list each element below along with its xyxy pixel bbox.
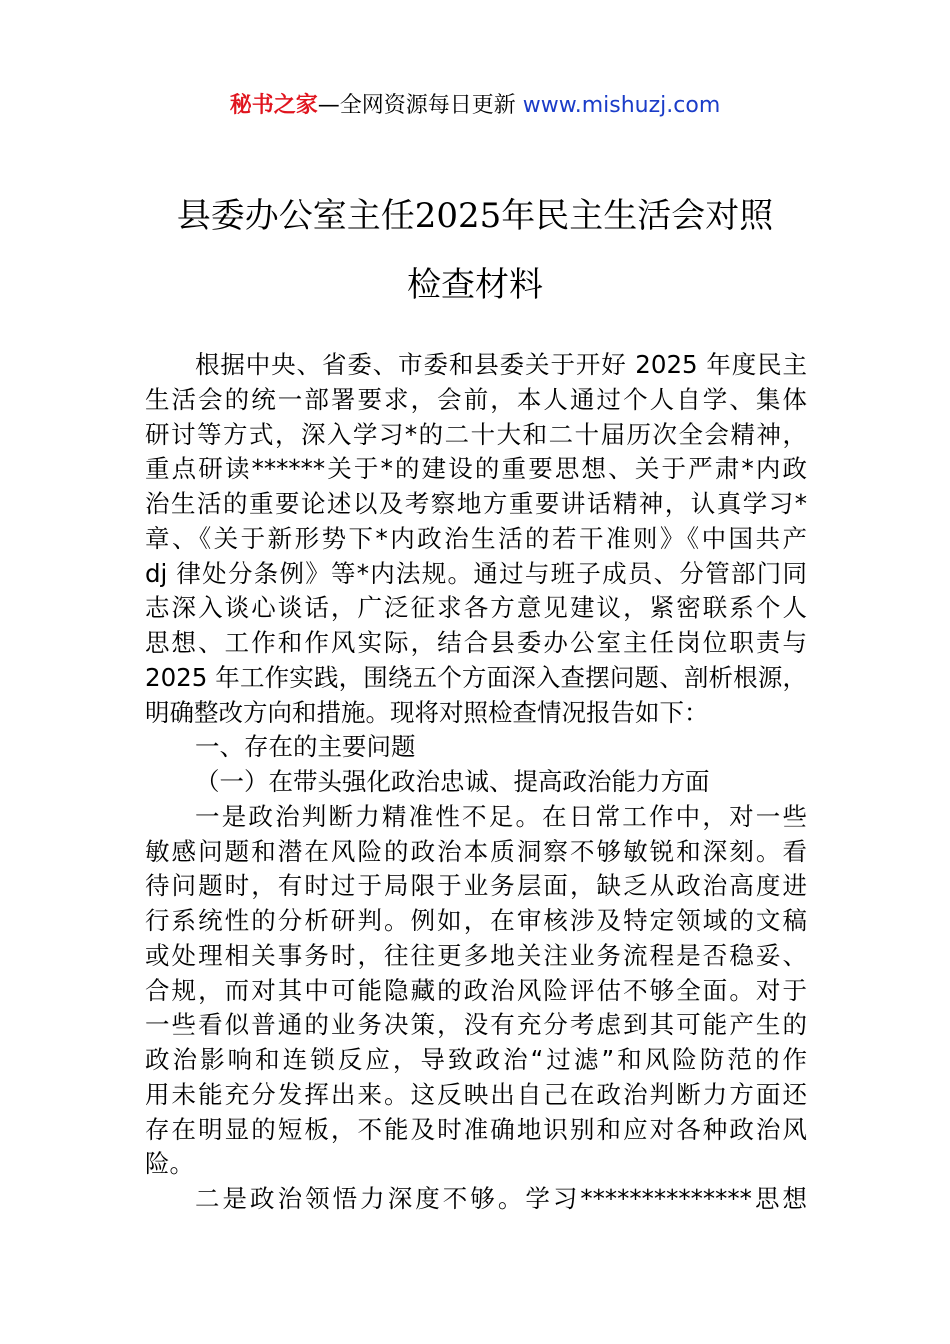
text-line: 用未能充分发挥出来。这反映出自己在政治判断力方面还	[145, 1079, 807, 1109]
text-line: 敏感问题和潜在风险的政治本质洞察不够敏锐和深刻。看	[145, 836, 807, 866]
text-line: 重点研读******关于*的建设的重要思想、关于严肃*内政	[145, 454, 807, 484]
text-line: 或处理相关事务时，往往更多地关注业务流程是否稳妥、	[145, 940, 807, 970]
text-line: 研讨等方式，深入学习*的二十大和二十届历次全会精神，	[145, 419, 807, 449]
subsection-heading	[145, 765, 807, 800]
text-line: 一是政治判断力精准性不足。在日常工作中，对一些	[195, 801, 807, 831]
paragraph	[145, 348, 807, 730]
text-line: dj 律处分条例》等*内法规。通过与班子成员、分管部门同	[145, 558, 807, 588]
text-line: 政治影响和连锁反应，导致政治“过滤”和风险防范的作	[145, 1045, 807, 1074]
text-line: 志深入谈心谈话，广泛征求各方意见建议，紧密联系个人	[145, 593, 807, 623]
section-heading	[145, 730, 807, 765]
text-line: 思想、工作和作风实际，结合县委办公室主任岗位职责与	[145, 628, 807, 657]
text-line: 2025 年工作实践，围绕五个方面深入查摆问题、剖析根源，	[145, 662, 807, 692]
document-body	[145, 348, 807, 1217]
site-header	[0, 88, 950, 119]
text-line: 行系统性的分析研判。例如，在审核涉及特定领域的文稿	[145, 906, 807, 935]
text-line: 明确整改方向和措施。现将对照检查情况报告如下：	[145, 697, 709, 727]
text-line: 根据中央、省委、市委和县委关于开好 2025 年度民主	[195, 350, 807, 379]
text-line: （一）在带头强化政治忠诚、提高政治能力方面	[195, 767, 710, 796]
text-line: 险。	[145, 1149, 194, 1179]
paragraph	[145, 800, 807, 1182]
brand-name: 秘书之家	[229, 93, 318, 118]
text-line: 待问题时，有时过于局限于业务层面，缺乏从政治高度进	[145, 871, 807, 901]
document-title-line-1: 县委办公室主任2025年民主生活会对照	[176, 196, 774, 236]
text-line: 存在明显的短板，不能及时准确地识别和应对各种政治风	[145, 1114, 807, 1144]
text-line: 二是政治领悟力深度不够。学习**************思想	[195, 1184, 807, 1213]
text-line: 生活会的统一部署要求，会前，本人通过个人自学、集体	[145, 384, 807, 414]
document-title-line-2: 检查材料	[407, 265, 543, 305]
text-line: 一些看似普通的业务决策，没有充分考虑到其可能产生的	[145, 1010, 807, 1040]
header-tagline: —全网资源每日更新	[317, 93, 523, 118]
site-url-link[interactable]: www.mishuzj.com	[522, 93, 721, 118]
text-line: 一、存在的主要问题	[195, 732, 416, 762]
text-line: 章、《关于新形势下*内政治生活的若干准则》《中国共产	[145, 523, 807, 553]
text-line: 治生活的重要论述以及考察地方重要讲话精神，认真学习*	[145, 489, 807, 518]
paragraph	[145, 1182, 807, 1217]
text-line: 合规，而对其中可能隐藏的政治风险评估不够全面。对于	[145, 975, 807, 1005]
